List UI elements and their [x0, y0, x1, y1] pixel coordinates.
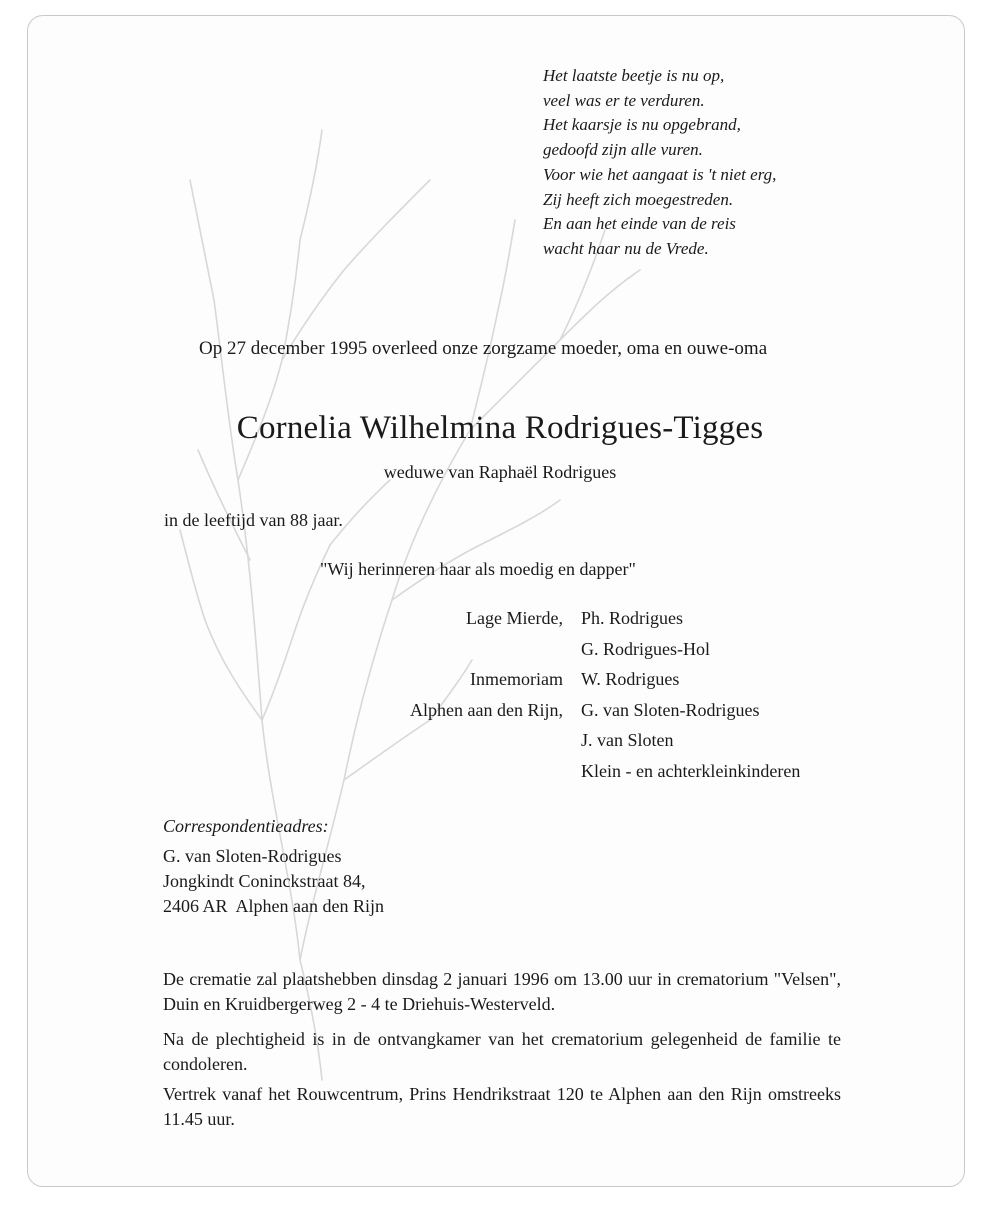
poem-line: Zij heeft zich moegestreden.	[543, 189, 734, 209]
signer-row	[300, 608, 860, 639]
widow-line: weduwe van Raphaël Rodrigues	[383, 462, 617, 482]
poem-line: Het laatste beetje is nu op,	[543, 66, 725, 85]
age-line: in de leeftijd van 88 jaar.	[164, 510, 343, 530]
cremation-details: De crematie zal plaatshebben dinsdag 2 januari 1996 om 13.00 uur in crematorium "Velsen", Duin en Kruidbergerweg 2 - 4 te Driehuis-Westerveld.	[163, 969, 841, 1014]
signer-row	[300, 639, 860, 670]
poem-line: gedoofd zijn alle vuren.	[543, 140, 703, 160]
address-line: G. van Sloten-Rodrigues	[163, 846, 342, 866]
poem-line: Het kaarsje is nu opgebrand,	[543, 115, 741, 135]
correspondence-address	[163, 844, 384, 919]
signer-place: Alphen aan den Rijn,	[410, 699, 563, 720]
signer-name: Ph. Rodrigues	[581, 608, 684, 628]
death-announcement-intro: Op 27 december 1995 overleed onze zorgzame moeder, oma en ouwe-oma	[199, 338, 768, 359]
poem-line: En aan het einde van de reis	[543, 214, 736, 234]
signer-place: Inmemoriam	[470, 669, 563, 689]
signer-row	[300, 669, 860, 700]
address-line: Jongkindt Coninckstraat 84,	[163, 871, 366, 891]
signer-row	[300, 700, 860, 731]
signers-list	[300, 608, 860, 791]
poem-line: Voor wie het aangaat is 't niet erg,	[543, 164, 777, 184]
poem	[543, 64, 776, 262]
departure-details: Vertrek vanaf het Rouwcentrum, Prins Hendrikstraat 120 te Alphen aan den Rijn omstreeks 11.45 uur.	[163, 1084, 841, 1129]
signer-name: Klein - en achterkleinkinderen	[581, 760, 801, 781]
condolence-details: Na de plechtigheid is in de ontvangkamer van het crematorium gelegenheid de familie te condoleren.	[163, 1029, 841, 1074]
signer-name: W. Rodrigues	[581, 669, 680, 689]
deceased-name: Cornelia Wilhelmina Rodrigues-Tigges	[236, 410, 764, 446]
signer-row	[300, 761, 860, 792]
poem-line: wacht haar nu de Vrede.	[543, 238, 709, 258]
signer-row	[300, 730, 860, 761]
signer-name: G. Rodrigues-Hol	[581, 638, 710, 659]
memorial-quote: "Wij herinneren haar als moedig en dapper"	[320, 559, 636, 579]
correspondence-heading: Correspondentieadres:	[163, 816, 329, 836]
signer-name: G. van Sloten-Rodrigues	[581, 699, 760, 720]
signer-place: Lage Mierde,	[466, 608, 563, 628]
address-line: 2406 AR Alphen aan den Rijn	[163, 896, 384, 916]
signer-name: J. van Sloten	[581, 730, 674, 750]
poem-line: veel was er te verduren.	[543, 90, 705, 110]
